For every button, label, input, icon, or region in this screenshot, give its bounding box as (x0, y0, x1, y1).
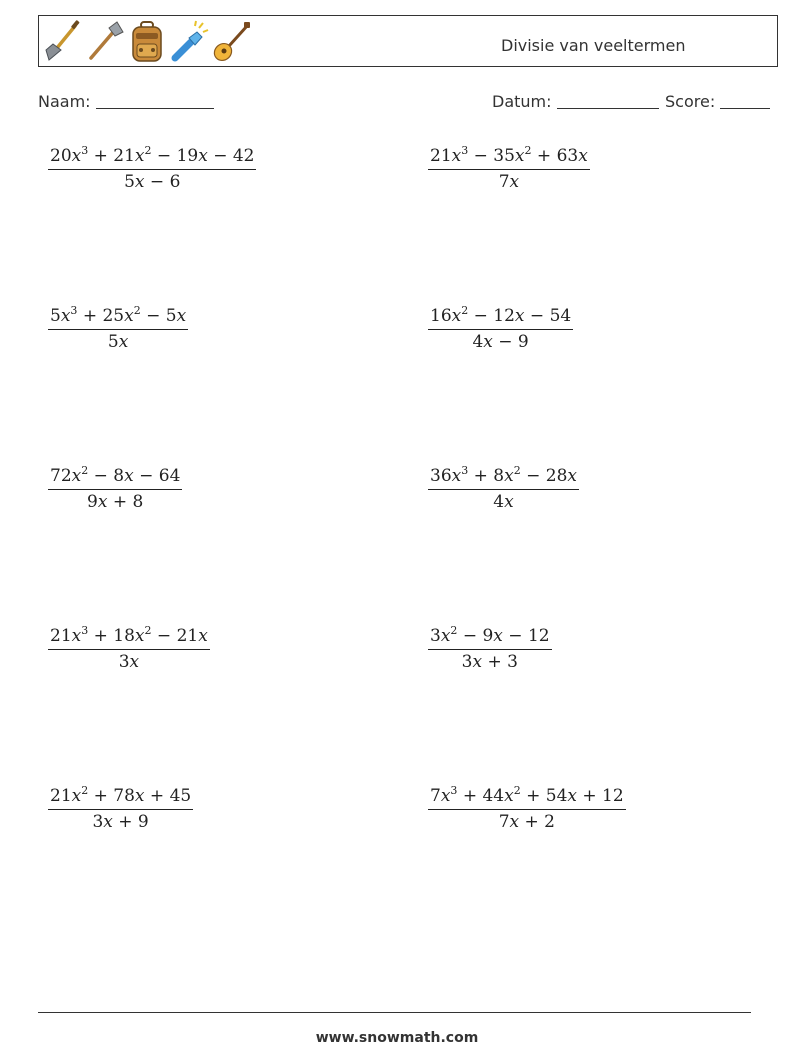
denominator: 3x + 3 (461, 652, 518, 672)
denominator: 3x (118, 652, 140, 672)
numerator: $5x^3 + 25x^2 - 5x$ (50, 304, 187, 326)
score-field (665, 92, 770, 111)
denominator: 9x + 8 (87, 492, 144, 512)
problem-2 (428, 146, 590, 192)
guitar-icon (211, 20, 251, 64)
shovel-icon (43, 20, 83, 64)
numerator: $36x^3 + 8x^2 - 28x$ (430, 464, 577, 486)
date-blank (557, 108, 659, 109)
problem-3 (48, 306, 188, 352)
numerator: $16x^2 - 12x - 54$ (430, 304, 572, 326)
problem-4 (428, 306, 573, 352)
name-field (38, 92, 214, 111)
score-label: Score: (665, 92, 716, 111)
denominator: 7x + 2 (498, 812, 555, 832)
footer-divider (38, 1012, 751, 1013)
flashlight-icon (169, 20, 209, 64)
backpack-icon (127, 20, 167, 64)
numerator: $3x^2 - 9x - 12$ (430, 624, 550, 646)
name-label: Naam: (38, 92, 91, 111)
footer-url: www.snowmath.com (315, 1030, 479, 1046)
denominator: 3x + 9 (92, 812, 149, 832)
denominator: 4x (493, 492, 514, 512)
denominator: 4x − 9 (472, 332, 529, 352)
denominator: 7x (498, 172, 520, 192)
worksheet-header (38, 15, 778, 67)
numerator: $20x^3 + 21x^2 - 19x - 42$ (50, 144, 255, 166)
problem-6 (428, 466, 579, 512)
header-icons (43, 20, 251, 64)
problem-7 (48, 626, 210, 672)
numerator: $21x^3 - 35x^2 + 63x$ (430, 144, 588, 166)
denominator: 5x (107, 332, 129, 352)
problem-8 (428, 626, 552, 672)
numerator: $72x^2 - 8x - 64$ (50, 464, 181, 486)
problem-10 (428, 786, 626, 832)
date-field (492, 92, 659, 111)
name-blank (96, 108, 214, 109)
problem-9 (48, 786, 193, 832)
problem-1 (48, 146, 256, 192)
date-label: Datum: (492, 92, 552, 111)
numerator: $7x^3 + 44x^2 + 54x + 12$ (430, 784, 624, 806)
axe-icon (85, 20, 125, 64)
numerator: $21x^3 + 18x^2 - 21x$ (50, 624, 208, 646)
score-blank (720, 108, 770, 109)
denominator: 5x − 6 (124, 172, 181, 192)
worksheet-title: Divisie van veeltermen (501, 36, 686, 55)
problem-5 (48, 466, 182, 512)
numerator: $21x^2 + 78x + 45$ (50, 784, 192, 806)
